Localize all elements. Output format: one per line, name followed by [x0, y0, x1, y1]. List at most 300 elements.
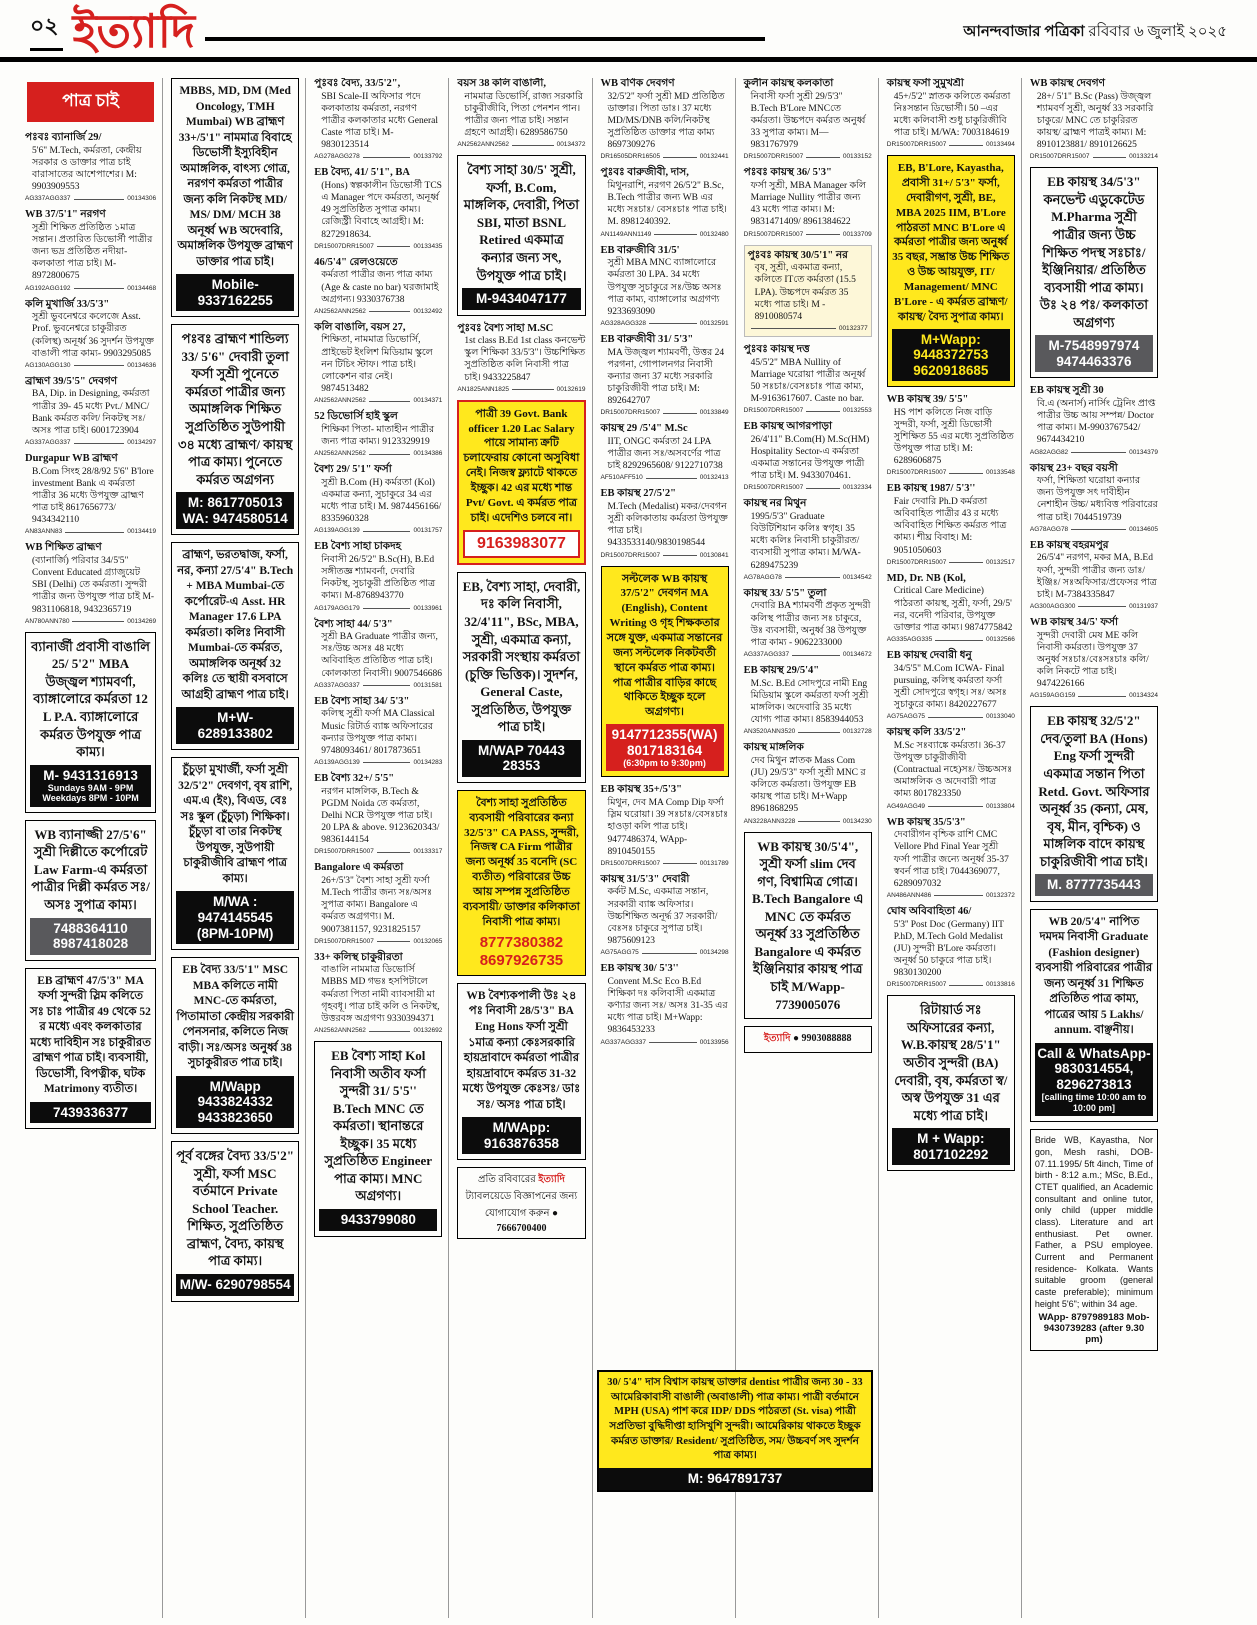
ref-divider — [1078, 695, 1126, 697]
ad-ref-code: AG159AGG159 — [1029, 692, 1076, 700]
ref-divider — [377, 245, 411, 247]
brand-name: ইত্যাদি — [538, 1174, 565, 1186]
ref-divider — [642, 952, 697, 954]
phone-bar: M/WAP 70443 28353 — [462, 740, 580, 777]
ad-serial-number: 00132377 — [838, 324, 868, 332]
ad-ref-code: DR16505DRR16505 — [600, 153, 661, 161]
ad-reference — [601, 153, 729, 160]
ad-serial-number: 00133961 — [413, 604, 443, 612]
ref-divider — [798, 820, 840, 822]
ad-body: 1st class B.Ed 1st class কনভেন্ট স্কুল শিক্ষিকা 33/5'3"। উচ্চশিক্ষিত সুপ্রতিষ্ঠিত কলি নিবাসী পাত্র চাই। 9433225847 — [464, 336, 586, 383]
ad-ref-code: DR15007DRR15007 — [743, 230, 804, 238]
ad-heading: EB কায়স্থ 1987/ 5'3'' — [886, 483, 976, 495]
ad-serial-number: 00134306 — [127, 195, 157, 203]
ad-serial-number: 00134371 — [413, 397, 443, 405]
ad-heading: EB কায়স্থ বহরমপুর — [1029, 539, 1109, 551]
ad-body: কর্কট M.Sc, একমাত্র সন্তান, সরকারী ব্যাঙ্ক অফিসার। উচ্চশিক্ষিত অনূর্দ্ধ 37 সরকারী/ বেঃসঃ চাকুরে সুপাত্র চাই। 9875609123 — [607, 887, 718, 947]
ad-reference — [314, 1027, 442, 1034]
classified-ad — [457, 323, 585, 393]
dateline — [963, 20, 1227, 51]
ad-reference — [601, 474, 729, 481]
ad-body: দেব মিথুন স্নাতক Mass Com (JU) 29/5'3" ফর্সা সুশ্রী MNC র কলিতে কর্মরতা। উপযুক্ত EB কায়স্থ পাত্র চাই। M+Wapp 8961868295 — [750, 755, 866, 815]
ad-ref-code: AG179AGG179 — [314, 604, 360, 612]
ad-reference — [601, 1039, 729, 1046]
ad-heading: WB কায়স্থ 39/ 5'5" — [886, 394, 969, 406]
ad-ref-code: AG139AGG139 — [314, 758, 360, 766]
ad-body: 26/4'11" B.Com(H) M.Sc(HM) Hospitality Sector-এ কর্মরতা একমাত্র সন্তানের উপযুক্ত পাত্রী পাত্র চাই। M. 9433070461. — [750, 434, 870, 482]
ad-heading: পঃবঃ ব্যানার্জি 29/ — [25, 132, 102, 143]
ad-reference — [887, 559, 1015, 566]
classified-ad — [25, 453, 156, 535]
phone-bar: 8777380382 8697926735 — [479, 934, 564, 969]
ad-heading: EB কায়স্থ 29/5'4" — [743, 665, 820, 676]
classified-ad — [1030, 617, 1158, 699]
ad-serial-number: 00132480 — [699, 230, 729, 238]
phone-bar: M/W- 6290798554 — [176, 1274, 294, 1296]
ad-body: শিক্ষিকা পিতা- মাতাহীন পাত্রীর জন্য পাত্র কাম্য। 9123329919 — [321, 424, 435, 447]
ad-heading: Bangalore এ কর্মরতা — [314, 862, 404, 874]
ad-body: কর্মরতা পাত্রীর জন্য পাত্র কাম্য (Age & caste no bar) ঘরজামাই অগ্রগন্য। 9330376738 — [321, 270, 439, 305]
ad-body: ফর্সা সুশ্রী, MBA Manager কলি Marriage Nullity পাত্রীর জন্য 43 মধ্যে পাত্র কাম্য। M: 9831471409/ 8961384622 — [750, 180, 866, 228]
ad-ref-code: AG337AGG337 — [25, 195, 71, 203]
ref-divider — [934, 894, 983, 896]
ref-divider — [363, 684, 411, 686]
ref-divider — [928, 805, 983, 807]
display-ad — [171, 324, 299, 535]
ad-serial-number: 00134269 — [127, 617, 157, 625]
ad-ref-code: DR15007DRR15007 — [886, 141, 947, 149]
ad-ref-code: AG337AGG337 — [314, 681, 360, 689]
classified-ad — [601, 874, 729, 956]
ad-reference — [1030, 153, 1158, 160]
ref-divider — [74, 442, 125, 444]
ad-reference — [25, 439, 156, 446]
masthead-logo: ইত্যাদি — [72, 6, 196, 58]
classified-ad — [314, 167, 442, 249]
ad-ref-code: AN3228ANN3228 — [743, 817, 796, 825]
section-header: পাত্র চাই — [27, 82, 154, 122]
ref-divider — [928, 716, 983, 718]
classified-ad — [25, 542, 156, 624]
ad-heading: EB কায়স্থ দেবারী ধনু — [886, 650, 972, 662]
ad-serial-number: 00132413 — [699, 474, 729, 482]
ref-divider — [646, 477, 697, 479]
ad-ref-code: AN83ANN83 — [25, 528, 63, 536]
display-ad — [171, 542, 299, 750]
classified-ad — [314, 696, 442, 766]
ad-reference — [887, 803, 1015, 810]
ad-serial-number: 00132492 — [413, 307, 443, 315]
classified-ad — [887, 573, 1015, 643]
display-ad — [1030, 1129, 1158, 1351]
ad-heading: EB কায়স্থ 35+/5'3" — [600, 784, 682, 796]
ad-ref-code: AG337AGG337 — [743, 651, 790, 658]
ref-divider — [663, 554, 697, 556]
ad-reference — [457, 386, 585, 393]
display-ad — [1030, 706, 1158, 901]
phone-bar-note: (6:30pm to 9:30pm) — [623, 758, 706, 769]
classified-ad — [314, 78, 442, 160]
classified-ad — [314, 862, 442, 944]
column-8 — [1021, 78, 1160, 1618]
ref-divider — [74, 287, 125, 289]
ad-body: নিবাসী 26/5'2" B.Sc(H), B.Ed সঙ্গীতজ্ঞ শ্যামবর্না, দেবারি নিকটস্থ, সুচাকুরী প্রতিষ্ঠিত পাত্র কাম্য। M-8768943770 — [321, 554, 436, 602]
ad-serial-number: 00134636 — [127, 361, 157, 369]
ad-serial-number: 00133956 — [699, 1038, 729, 1046]
ad-body: EB, বৈশ্য সাহা, দেবারী, দঃ কলি নিবাসী, 32/4'11", BSc, MBA, সুশ্রী, একমাত্র কন্যা, সরকারী সংস্থায় কর্মরতা (চুক্তি ভিত্তিক)। সুদর্শন, General Caste, সুপ্রতিষ্ঠিত, উপযুক্ত পাত্র চাই। — [462, 578, 581, 735]
ad-ref-code: AN2562ANN2562 — [314, 397, 366, 405]
ad-reference — [744, 407, 872, 414]
ad-body: M.Sc সঃব্যাঙ্কে কর্মরতা। 36-37 উপযুক্ত চাকুরীজীবী (Contractual নহে)সঃ/ উচ্চঅসঃ অমাঙ্গলিক ও অদেবারী পাত্র কাম্য 8017823350 — [893, 740, 1013, 800]
ad-body: Bride WB, Kayastha, Nor gon, Mesh rashi, DOB- 07.11.1995/ 5ft 4inch, Time of birth - 8:12 a.m.; MSc, B.Ed., CTET qualified, an Academic consultant and online tutor, only child (upper middle class). Literature and art enthusiast. Pet owner. Father, a PSU employee. Current and Permanent residence- Kolkata. Wants suitable groom (general caste preferable); minimum height 5'6"; within 34 age. — [1034, 1135, 1153, 1309]
ref-divider — [663, 862, 697, 864]
display-ad — [457, 400, 585, 565]
ref-divider — [949, 472, 983, 474]
ad-ref-code: AN486ANN486 — [886, 891, 932, 899]
ad-ref-code: DR15007DRR15007 — [600, 551, 661, 559]
ad-body: EB কায়স্থ 32/5'2" দেব/তুলা BA (Hons) Eng ফর্সা সুন্দরী একমাত্র সন্তান পিতা Retd. Govt. অফিসার অনূর্ধ্ব 35 (কন্যা, মেষ, বৃষ, মীন, বৃশ্চিক) ও মাঙ্গলিক বাদে কায়স্থ চাকুরিজীবী পাত্র চাই। — [1038, 713, 1150, 869]
classified-ad — [744, 167, 872, 237]
ad-ref-code: AN3520ANN3520 — [743, 728, 796, 736]
ad-ref-code: AG335AGG335 — [886, 636, 933, 644]
ad-heading: কায়স্থ কলি 33/5'2" — [886, 727, 967, 739]
ad-reference — [25, 285, 156, 292]
ad-body: ফর্সা, শিক্ষিতা ঘরোয়া কন্যার জন্য উপযুক্ত সৎ দাবীহীন নেশাহীন উচ্চ/ মধ্যবিত্ত পরিবারের পাত্র চাই। 7044519739 — [1036, 476, 1158, 523]
phone-bar: 9433799080 — [319, 1209, 437, 1231]
page-header — [0, 0, 1257, 62]
ad-ref-code: AG78AGG78 — [1029, 525, 1069, 533]
ad-body: মিথুন, দেব MA Comp Dip ফর্সা স্লিম ঘরোয়া। 39 সঃচাঃ/বেসঃচাঃ হাওড়া কলি পাত্র চাই। 9477486374, WApp- 8910450155 — [607, 798, 729, 857]
issue-date: রবিবার ৬ জুলাই ২০২৫ — [1088, 24, 1227, 40]
ad-ref-code: DR15007DRR15007 — [1029, 153, 1090, 161]
phone-bar: M. 8777735443 — [1035, 874, 1153, 896]
ad-reference — [314, 848, 442, 855]
ref-divider — [74, 364, 125, 366]
ad-reference — [601, 552, 729, 559]
column-4 — [448, 78, 587, 1618]
ad-serial-number: 00134468 — [127, 284, 157, 292]
ref-divider — [369, 400, 411, 402]
ad-reference — [1030, 603, 1158, 610]
ad-serial-number: 00133709 — [842, 230, 872, 238]
classified-ad — [601, 488, 729, 558]
ad-serial-number: 00133792 — [413, 153, 443, 161]
phone-bar: M-7548997974 9474463376 — [1035, 335, 1153, 372]
ad-heading: MD, Dr. NB (Kol, — [886, 572, 966, 584]
ad-reference — [314, 938, 442, 945]
brand-name: ইত্যাদি — [763, 1033, 791, 1045]
ref-divider — [363, 607, 411, 609]
ref-divider — [806, 233, 840, 235]
ad-ref-code: AN2562ANN2562 — [314, 450, 366, 458]
ref-divider — [792, 654, 840, 656]
ref-divider — [1071, 451, 1126, 453]
ad-heading: কায়স্থ 23+ বছর বয়সী — [1029, 462, 1118, 474]
ad-body: বি.এ (অনার্স) নার্সিং ট্রেনিং প্রাপ্ত পাত্রীর উচ্চ আয় সম্পন্ন/ Doctor পাত্র কাম্য। M-9903767542/ 9674434210 — [1036, 398, 1156, 446]
ad-body: পাত্রী 39 Govt. Bank officer 1.20 Lac Salary পায়ে সামান্য ক্রটি চলাফেরায় কোনো অসুবিধা নেই। নিজস্ব ফ্ল্যাটে থাকতে ইচ্ছুক। 42 এর মধ্যে শান্ত Pvt/ Govt. এ কর্মরত পাত্র চাই। এদেশিও চলবে না। — [463, 407, 580, 524]
ad-ref-code: AG328AGG328 — [600, 319, 647, 327]
ad-serial-number: 00134230 — [842, 817, 872, 825]
ad-serial-number: 00133040 — [985, 713, 1015, 721]
classified-ad — [314, 257, 442, 315]
ad-body: MA উজ্জ্বল শ্যামবর্ণী, উত্তর 24 পরগনা, গোপালনগর নিবাসী কন্যার জন্য 37 মধ্যে সরকারি চাকুরিজীবী পাত্র চাই। M: 892642707 — [607, 347, 725, 407]
classified-ad — [601, 78, 729, 160]
ref-divider — [949, 561, 983, 563]
ad-reference — [601, 320, 729, 327]
ad-ref-code: AG337AGG337 — [600, 1038, 647, 1046]
column-7 — [878, 78, 1017, 1618]
ref-divider — [369, 453, 411, 455]
ad-heading: পুঃবঃ কায়স্থ 30/5'1" নর — [747, 249, 848, 261]
ad-body: IIT, ONGC কর্মরতা 24 LPA পাত্রীর জন্য সঃ/অসবর্ণের পাত্র চাই 8292965608/ 9122710738 — [607, 436, 723, 472]
ad-body: WB ব্যানাজ্জী 27/5'6" সুশ্রী দিল্লীতে কর্পোরেট Law Farm-এ কর্মরতা পাত্রীর দিল্লী কর্মরত সঃ/অসঃ সুপাত্র কাম্য। — [31, 826, 150, 912]
ad-serial-number: 00132441 — [699, 153, 729, 161]
classified-ad — [887, 650, 1015, 720]
ad-serial-number: 00133816 — [985, 981, 1015, 989]
ad-body: নরগন মাঙ্গলিক, B.Tech & PGDM Noida তে কর্মরতা, Delhi NCR উপযুক্ত পাত্র চাই। 20 LPA & above. 9123620343/ 9836144154 — [321, 786, 440, 846]
display-ad — [314, 1041, 442, 1236]
classified-ad — [314, 619, 442, 689]
ad-reference — [25, 528, 156, 535]
phone-line: WApp- 8797989183 Mob- 9430739283 (after 9.30 pm) — [1038, 1312, 1150, 1346]
ad-body: দেবারি BA শ্যামবর্ণী প্রকৃত সুন্দরী কলিস্থ পাত্রীর জন্য সঃ চাকুরে, উঃ ব্যবসায়ী, অনুর্ধ্ব 38 উপযুক্ত পাত্র কাম্য - 9062233000 — [750, 601, 871, 648]
ad-body: Convent M.Sc Eco B.Ed শিক্ষিকা দঃ কলিবাসী একমাত্র কণ্যার জন্য সঃ/ অসঃ 31-35 এর মধ্যে পাত্র চাই। M+Wapp: 9836453233 — [607, 976, 728, 1036]
ad-body: রিটায়ার্ড সঃ অফিসারের কন্যা, W.B.কায়স্থ 28/5'1" অতীব সুন্দরী (BA) দেবারী, বৃষ, কর্মরতা স্ব/অস্ব উপযুক্ত 31 এর মধ্যে পাত্র চাই। — [894, 1002, 1008, 1123]
ad-body: সুশ্রী BA Graduate পাত্রীর জন্য, সঃ/উচ্চ অসঃ 48 মধ্যে অবিবাহিত প্রতিষ্ঠিত পাত্র চাই। কোলকাতা নিবাসী। 9007546686 — [321, 632, 442, 679]
ref-divider — [806, 156, 840, 158]
ad-body: নিবাসী ফর্সা সুশ্রী 29/5'3" B.Tech B'Lore MNCতে কর্মরতা। উচ্চপদে কর্মরত অনুর্ধ্ব 33 সুপাত্র কাম্য। M—9831767979 — [750, 91, 866, 151]
phone-bar: 9147712355(WA) 8017183164 (6:30pm to 9:30pm) — [606, 724, 724, 771]
ad-heading: EB বারুজীবি 31/5' — [600, 244, 680, 256]
classified-ad — [601, 245, 729, 327]
ad-heading: EB বৈশ্য সাহা 34/ 5'3" — [314, 695, 410, 707]
ad-serial-number: 00133849 — [699, 409, 729, 417]
classified-ad — [25, 132, 156, 202]
ad-body: নামমাত্র ডিভোর্সি, রাজ্য সরকারি চাকুরীজীবি, পিতা পেনশন পান। পাত্রীর জন্য পাত্র চাই। সন্তান গ্রহণে আগ্রহী। 6289586750 — [464, 91, 584, 139]
ref-divider — [1078, 605, 1126, 607]
ad-reference — [314, 450, 442, 457]
display-ad — [171, 78, 299, 317]
ad-body: SBI Scale-II অফিসার পদে কলকাতায় কর্মরতা, নরগণ পাত্রীর কলকাতার মধ্যে General Caste পাত্র চাই। M- 9830123514 — [321, 91, 438, 151]
classified-ad — [601, 963, 729, 1045]
ad-reference — [25, 618, 156, 625]
ad-ref-code: AG75AGG75 — [600, 949, 639, 957]
classified-ad — [601, 167, 729, 237]
ad-body: বৃষ, সুশ্রী, একমাত্র কন্যা, কলিতে ITতে কর্মরতা (15.5 LPA). উচ্চপদে কর্মরত 35 মধ্যে পাত্র চাই। M - 8910080574 — [754, 263, 856, 322]
publisher-notice — [744, 1026, 872, 1053]
phone-bar: M + Wapp: 8017102292 — [892, 1128, 1010, 1165]
classified-ad — [601, 784, 729, 866]
ad-reference — [744, 231, 872, 238]
ad-ref-code: AF510AFF510 — [600, 474, 643, 482]
ad-body: পঃবঃ ব্রাহ্মণ শান্ডিল্য 33/ 5'6" দেবারী তুলা ফর্সা সুশ্রী পুনেতে কর্মরতা পাত্রীর জন্য অমাঙ্গলিক শিক্ষিত সুপ্রতিষ্ঠিত সুউপায়ী ৩৪ মধ্যে ব্রাহ্মণ/ কায়স্থ পাত্র কাম্য। পুনেতে কর্মরত অগ্রগন্য — [178, 331, 293, 487]
ad-body: 45/5'2" MBA Nullity of Marriage ঘরোয়া পাত্রীর অনূর্ধ্ব 50 সঃচাঃ/বেসঃচাঃ পাত্র কাম্য, M-9163617607. Caste no bar. — [750, 357, 866, 405]
masthead-rule — [205, 37, 765, 41]
ad-ref-code: AG78AGG78 — [743, 573, 782, 581]
ad-heading: WB 37/5'1" নরগণ — [25, 209, 106, 221]
ref-divider — [363, 156, 411, 158]
ad-reference — [601, 409, 729, 416]
ad-serial-number: 00131757 — [413, 527, 443, 535]
ad-reference — [748, 325, 868, 332]
phone-bar-note: [calling time 10:00 am to 10:00 pm] — [1041, 1092, 1147, 1113]
ad-heading: WB কায়স্থ 35/5'3" — [886, 816, 966, 828]
ref-divider — [949, 984, 983, 986]
ad-body: পূর্ব বঙ্গের বৈদ্য 33/5'2" সুশ্রী, ফর্সা MSC বর্তমানে Private School Teacher. শিক্ষিত, সুপ্রতিষ্ঠিত ব্রাহ্মণ, বৈদ্য, কায়স্থ পাত্র কাম্য। — [176, 1148, 294, 1269]
ad-reference — [314, 153, 442, 160]
ref-divider — [663, 156, 697, 158]
ad-body: 26/5'4" নরগণ, মকর MA, B.Ed ফর্সা, সুন্দরী পাত্রীর জন্য ডাঃ/ইঞ্জিঃ/ সঃঅফিসার/প্রফেসর পাত্র চাই। M-7384335847 — [1036, 553, 1157, 600]
ad-heading: পুঃবঃ বৈশ্য সাহা M.SC — [457, 322, 554, 334]
ad-body: EB কায়স্থ 34/5'3" কনভেন্ট এডুকেটেড M.Pharma সুশ্রী পাত্রীর জন্য উচ্চ শিক্ষিত পদস্থ সঃচাঃ/ইঞ্জিনিয়ার/ প্রতিষ্ঠিত ব্যবসায়ী পাত্র কাম্য। উঃ ২৪ পঃ/ কলকাতা অগ্রগণ্য — [1039, 174, 1149, 330]
ad-serial-number: 00133317 — [413, 848, 443, 856]
classifieds-grid — [25, 78, 1160, 1618]
classified-ad — [25, 376, 156, 446]
ad-reference — [744, 728, 872, 735]
ad-serial-number: 00133494 — [985, 141, 1015, 149]
ad-ref-code: AN2562ANN2562 — [314, 307, 366, 315]
ad-reference — [314, 527, 442, 534]
ref-divider — [377, 940, 411, 942]
ad-heading: 33+ কলিস্থ চাকুরীরতা — [314, 951, 403, 963]
phone-bar: M/Wapp 9433824332 9433823650 — [176, 1076, 294, 1129]
classified-ad — [744, 78, 872, 160]
display-ad — [457, 790, 585, 976]
phone-bar-note: Sundays 9AM - 9PM Weekdays 8PM - 10PM — [42, 783, 139, 804]
ad-body: দেবারীগন বৃশ্চিক রাশি CMC Vellore Phd Final Year সুশ্রী ফর্সা পাত্রীর জন্যে অনূর্ধ্ব 35-37 স্ববর্ন পাত্র চাই। 7044369077, 6289097032 — [893, 830, 1009, 889]
ref-divider — [949, 144, 983, 146]
ref-divider — [649, 322, 697, 324]
ref-divider — [363, 530, 411, 532]
page-number: ০২ — [30, 9, 63, 51]
ad-heading: WB কায়স্থ 34/5' ফর্সা — [1029, 616, 1119, 628]
ad-ref-code: DR15007DRR15007 — [743, 484, 804, 492]
ad-body: HS পাশ কলিতে নিজ বাড়ি সুন্দরী, ফর্সা, সুশ্রী ডিভোর্সী সুশিক্ষিত 55 এর মধ্যে সুপ্রতিষ্ঠিত উপযুক্ত পাত্র চাই। M: 6289606875 — [893, 407, 1014, 467]
ref-divider — [363, 761, 411, 763]
ref-divider — [1071, 528, 1126, 530]
ad-serial-number: 00131789 — [699, 859, 729, 867]
phone-bar: M: 9647891737 — [599, 1468, 871, 1490]
ad-ref-code: DR15007DRR15007 — [314, 848, 374, 856]
classified-ad — [25, 209, 156, 291]
ad-reference — [1030, 692, 1158, 699]
ad-ref-code: DR15007DRR15007 — [743, 153, 804, 161]
phone-bar: Mobile- 9337162255 — [176, 274, 294, 311]
ad-serial-number: 00134283 — [413, 758, 443, 766]
ad-body: 45+/5'2" স্নাতক কলিতে কর্মরতা নিঃসন্তান ডিভোর্সী। 50 –এর মধ্যে কলিবাসী শুধু চাকুরিজীবি পাত্র চাই। M/WA: 7003184619 — [893, 91, 1011, 139]
display-ad — [171, 757, 299, 950]
ad-serial-number: 00132591 — [699, 319, 729, 327]
ad-reference — [314, 397, 442, 404]
ad-reference — [744, 651, 872, 658]
ad-heading: EB কায়স্থ 30/ 5'3'' — [600, 963, 679, 975]
ad-ref-code: AG75AGG75 — [886, 713, 926, 721]
ad-heading: কায়স্থ 29 /5'4" M.Sc — [600, 423, 688, 435]
ref-divider — [512, 144, 554, 146]
classified-ad — [887, 483, 1015, 565]
ad-body: WB 20/5'4" নাপিত দমদম নিবাসী Graduate (Fashion designer) ব্যবসায়ী পরিবারের পাত্রীর জন্য অনূর্ধ্ব 31 শিক্ষিত প্রতিষ্ঠিত পাত্র কাম্য, পাত্রের আয় 5 Lakhs/ annum. বাঞ্ছনীয়। — [1035, 915, 1153, 1037]
ad-body: Critical Care Medicine) পাঠরতা কায়স্থ, সুশ্রী, ফর্সা, 29/5' নর, বনেদী পরিবার, উপযুক্ত ডাক্তার পাত্র কাম্য। 9874775842 — [893, 586, 1013, 633]
ref-divider — [649, 1041, 697, 1043]
classified-ad — [887, 394, 1015, 476]
ad-serial-number: 00134379 — [1129, 448, 1158, 456]
phone-bar: M-9434047177 — [462, 288, 580, 310]
classified-ad — [314, 773, 442, 855]
ad-serial-number: 00132372 — [985, 891, 1015, 899]
ad-reference — [887, 141, 1015, 148]
classified-ad — [1030, 463, 1158, 533]
ad-body: সুশ্রী MBA MNC ব্যাঙ্গালোরে কর্মরতা 30 LPA. 34 মধ্যে উপযুক্ত সুচাকুরে সঃ/উচ্চ অসঃ পাত্র কাম্য, ব্যাঙ্গালোর অগ্রগণ্য 9233693090 — [607, 258, 722, 317]
ref-divider — [377, 851, 411, 853]
phone-bar: M: 8617705013 WA: 9474580514 — [176, 492, 294, 529]
phone-bar: 7488364110 8987418028 — [30, 918, 151, 955]
ad-ref-code: AN1149ANN1149 — [600, 230, 652, 238]
ad-heading: ঘোষ অবিবাহিতা 46/ — [886, 905, 972, 917]
classified-ad — [887, 906, 1015, 988]
ref-divider — [369, 310, 411, 312]
ref-divider — [751, 327, 836, 329]
ad-serial-number: 00134297 — [127, 439, 157, 447]
ad-body: EB বৈদ্য 33/5'1" MSC MBA কলিতে নামী MNC-তে কর্মরতা, পিতামাতা কেন্দ্রীয় সরকারী পেনসনার, কলিতে নিজ বাড়ী। সঃ/অসঃ অনুর্ধ্ব 38 সুচাকুরীরত পাত্র চাই। — [176, 964, 294, 1070]
display-ad — [171, 957, 299, 1134]
classified-ad — [1030, 385, 1158, 455]
ad-body: 26+/5'3" বৈশ্য সাহা সুশ্রী ফর্সা M.Tech পাত্রীর জন্য সঃ/অসঃ সুপাত্র কাম্য। Bangalore এ কর্মরত অগ্রগণ্য। M. 9007381157, 9231825157 — [321, 875, 433, 935]
ad-reference — [314, 759, 442, 766]
ad-serial-number: 00134298 — [699, 949, 729, 957]
ad-heading: EB বৈশ্য সাহা চাকদহ — [314, 541, 402, 553]
ad-body: WB কায়স্থ 30/5'4", সুশ্রী ফর্সা slim দেব গণ, বিশ্বামিত্র গোত্র। B.Tech Bangalore এ MNC তে কর্মরত অনূর্ধ্ব 33 সুপ্রতিষ্ঠিত Bangalore এ কর্মরত ইঞ্জিনিয়ার কায়স্থ পাত্র চাই M/Wapp- 7739005076 — [751, 838, 864, 1012]
display-ad-text: 30/ 5'4" দাস বিশ্বাস কায়স্থ ডাক্তার dentist পাত্রীর জন্য 30 - 33 আমেরিকাবাসী বাঙালী (অবাঙালী) পাত্র কাম্য। পাত্রী বর্তমানে MPH (USA) পাশ করে IDP/ DDS পাঠরতা (St. visa) পাত্রী সপ্রতিভা বুদ্ধিদীপ্তা হাসিখুশি সুন্দরী। আমেরিকায় থাকতে ইচ্ছুক কর্মরত ডাক্তার/ Resident/ সুপ্রতিষ্ঠিত, সম/ উচ্চবর্ণ সৎ সুদর্শন পাত্র কাম্য। — [607, 1377, 863, 1462]
ad-heading: কায়স্থ নর মিথুন — [743, 498, 807, 510]
notice-phone: ● 7666700400 — [496, 1208, 558, 1235]
ad-body: B.Com সিংহ 28/8/92 5'6" B'lore investment Bank এ কর্মরতা পাত্রীর 36 মধ্যে উপযুক্ত ব্রাহ্মণ পাত্র চাই 8617656773/ 9434342110 — [32, 466, 154, 526]
ad-heading: ব্রাহ্মণ 39/5'5" দেবগণ — [25, 375, 118, 387]
ref-divider — [654, 233, 696, 235]
ad-ref-code: DR15007DRR15007 — [314, 242, 374, 250]
ad-body: BA, Dip. in Designing, কর্মরতা পাত্রীর 39- 45 মধ্যে Pvt./ MNC/ Bank কর্মরত কলি/ নিকটস্থ সঃ/ অসঃ পাত্র চাই। 6001723904 — [32, 389, 150, 436]
classified-ad — [457, 78, 585, 148]
ad-heading: WB কায়স্থ দেবগণ — [1029, 78, 1106, 89]
ad-serial-number: 00132692 — [413, 1027, 443, 1035]
ref-divider — [72, 620, 124, 622]
ad-heading: কুলীন কায়স্থ কলকাতা — [743, 78, 834, 89]
classified-ad — [601, 334, 729, 416]
ad-body: চুঁচুড়া মুখার্জী, ফর্সা সুশ্রী 32/5'2" দেবগণ, বৃষ রাশি, এম.এ (ইং), বিএড, বেঃ সঃ স্কুল (চুঁচুড়া) শিক্ষিকা। চুঁচুড়া বা তার নিকটস্থ উপযুক্ত, সুউপায়ী চাকুরীজীবি ব্রাহ্মণ পাত্র কাম্য। — [178, 764, 293, 885]
ad-serial-number: 00132517 — [985, 558, 1015, 566]
ad-heading: কায়স্থ ফর্সা সুমুখশ্রী — [886, 78, 964, 89]
ad-body: বাঙালি নামমাত্র ডিভোর্সি MBBS MD গভঃ হসপিটালে কর্মরতা পিতা নামী ব্যাবসায়ী মা গৃহবধূ। পাত্র চাই কলি ও নিকটস্থ, উত্তরবঙ্গ অগ্রগণ্য 9330394371 — [321, 965, 440, 1024]
ref-divider — [806, 487, 840, 489]
classified-ad — [744, 421, 872, 491]
ad-heading: EB কায়স্থ সুশ্রী 30 — [1029, 385, 1104, 397]
ad-heading: WB শিক্ষিত ব্রাহ্মণ — [25, 542, 102, 554]
classified-ad — [1030, 78, 1158, 160]
phone-bar: M- 9431316913 Sundays 9AM - 9PM Weekdays 8PM - 10PM — [30, 765, 151, 807]
ad-ref-code: AN2562ANN2562 — [457, 141, 510, 149]
ad-body: কলিস্থ সুশ্রী ফর্সা MA Classical Music রিটার্ড ব্যাঙ্ক অফিসারের কন্যার উপযুক্ত পাত্র কাম্য। 9748093461/ 8017873651 — [321, 709, 435, 756]
ad-serial-number: 00134386 — [413, 450, 443, 458]
ad-heading: 46/5'4" রেলওয়েতে — [314, 256, 398, 268]
ad-ref-code: AG139AGG139 — [314, 527, 360, 535]
ad-serial-number: 00133435 — [413, 242, 443, 250]
ad-body: 32/5'2" ফর্সা সুশ্রী MD প্রতিষ্ঠিত ডাক্তার। পিতা ডাঃ। 37 মধ্যে MD/MS/DNB কলি/নিকটস্থ সুপ্রতিষ্ঠিত ডাক্তার পাত্র কাম্য 8697309276 — [607, 91, 725, 151]
ad-body: MBBS, MD, DM (Med Oncology, TMH Mumbai) WB ব্রাহ্মণ 33+/5'1" নামমাত্র বিবাহে ডিভোর্সী ইস্যুবিহীন অমাঙ্গলিক, বাৎস্য গোত্র, নরগণ কর্মরতা পাত্রীর জন্য কলি নিকটস্থ MD/ MS/ DM/ MCH 38 অনূর্ধ্ব WB অদেবারি, অমাঙ্গলিক উপযুক্ত ব্রাহ্মণ ডাক্তার পাত্র চাই। — [177, 85, 293, 268]
classified-ad — [887, 727, 1015, 809]
classified-ad — [887, 817, 1015, 899]
ad-heading: পঃবঃ কায়স্থ 36/ 5'3" — [743, 167, 832, 179]
ad-serial-number: 00132065 — [413, 937, 443, 945]
ad-heading: EB কায়স্থ 27/5'2" — [600, 488, 676, 500]
